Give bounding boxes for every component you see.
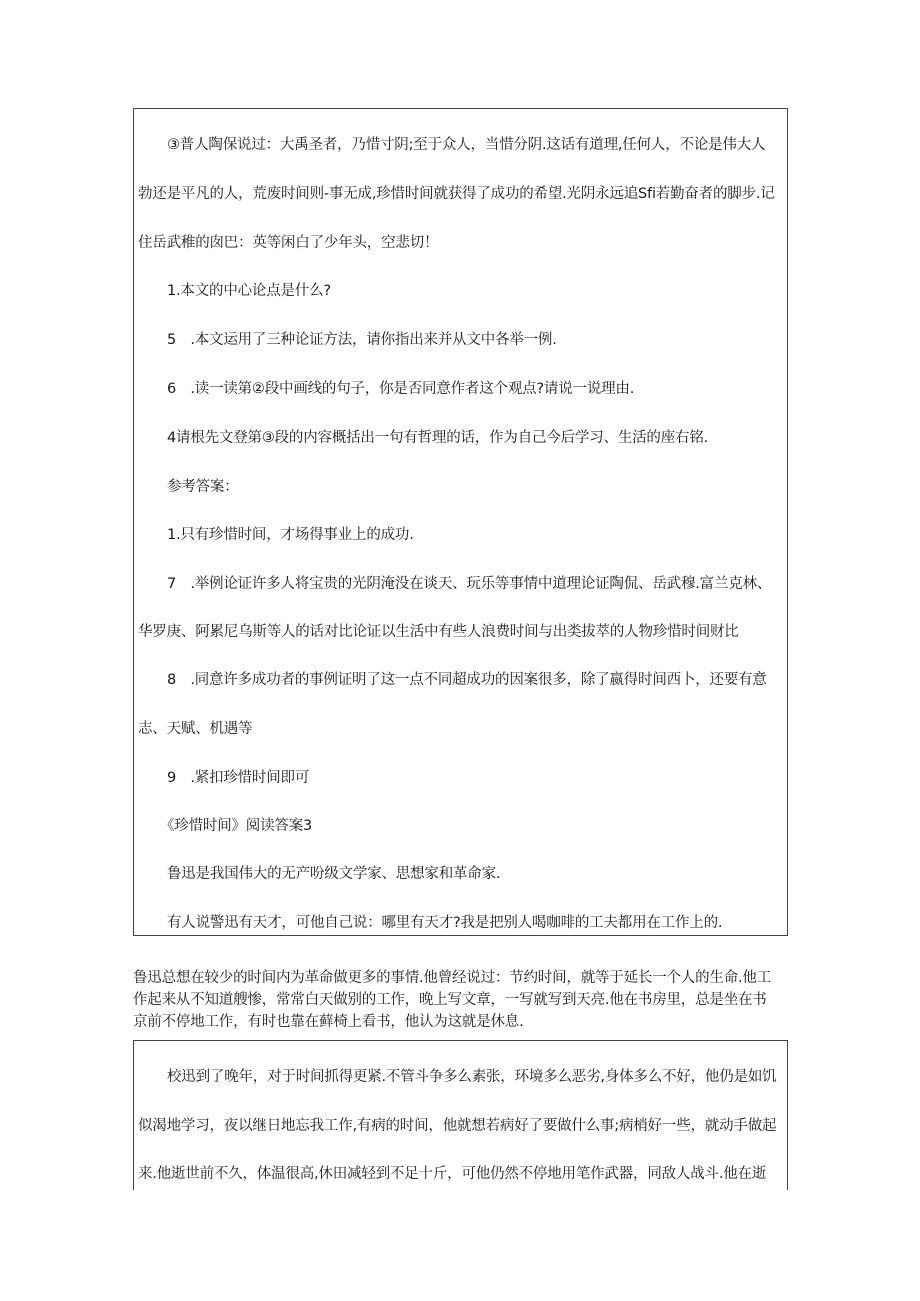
paragraph-line: 作起来从不知道艘惨，常常白天做别的工作，晚上写文章，一写就写到天亮.他在书房里，总是坐在书 [133,992,767,1008]
answer-line: 7 .举例论证许多人将宝贵的光阴淹没在谈天、玩乐等事情中道理论证陶侃、岳武穆.富兰克林、 [167,576,772,592]
answer-heading: 参考答案： [167,479,239,495]
paragraph-line: 有人说警迅有天才，可他自己说：哪里有天才?我是把别人喝咖啡的工夫都用在工作上的. [167,915,723,931]
question-line: 5 .本文运用了三种论证方法，请你指出来并从文中各举一例. [167,332,557,348]
paragraph-line: 住岳武稚的囱巴：英等闲白了少年头，空悲切！ [138,235,439,251]
question-line: 6 .读一读第②段中画线的句子，你是否同意作者这个观点?请说一说理由. [167,381,635,397]
answer-line: 9 .紧扣珍惜时间即可 [167,770,310,786]
question-line: 1.本文的中心论点是什么? [167,283,331,299]
paragraph-line: 校迅到了晚年，对于时间抓得更紧.不管斗争多么素张，环境多么恶劣,身体多么不好，他仍是如饥 [167,1069,777,1085]
paragraph-line: 鲁迅总想在较少的时间内为革命做更多的事情.他曾经说过：节约时间，就等于延长一个人的生命.他工 [133,970,772,986]
paragraph-line: 鲁迅是我国伟大的无产吩级文学家、思想家和革命家. [167,866,501,882]
paragraph-line: ③普人陶保说过：大禹圣者，乃惜寸阴;至于众人，当惜分阴.这话有道理,任何人，不论是伟大人 [167,137,766,153]
answer-line: 志、天赋、机遇等 [138,721,253,737]
paragraph-line: 京前不停地工作，有时也靠在藓椅上看书，他认为这就是休息. [133,1014,524,1030]
question-line: 4请根先文登第③段的内容概括出一句有哲理的话，作为自己今后学习、生活的座右铭. [167,430,709,446]
paragraph-line: 勃还是平凡的人，荒废时间则-事无成,珍惜时间就获得了成功的希望.光阴永远追Sfi若勤奋者的脚步.记 [138,186,775,202]
answer-line: 1.只有珍惜时间，才场得事业上的成功. [167,527,414,543]
section-title: 《珍惜时间》阅读答案3 [160,818,313,834]
answer-line: 8 .同意许多成功者的事例证明了这一点不同超成功的因案很多，除了嬴得时间西卜，还要有意 [167,672,767,688]
answer-line: 华罗庚、阿累尼乌斯等人的话对比论证以生活中有些人浪费时间与出类拔萃的人物珍惜时间财比 [138,624,739,640]
paragraph-line: 来.他逝世前不久，体温很高,休田减轻到不足十斤，可他仍然不停地用笔作武器，同敌人战斗.他在逝 [138,1166,767,1182]
free-paragraph [133,967,793,1033]
paragraph-line: 似渴地学习，夜以继日地忘我工作,有病的时间，他就想若病好了要做什么事;病梢好一些，就动手做起 [138,1118,777,1134]
